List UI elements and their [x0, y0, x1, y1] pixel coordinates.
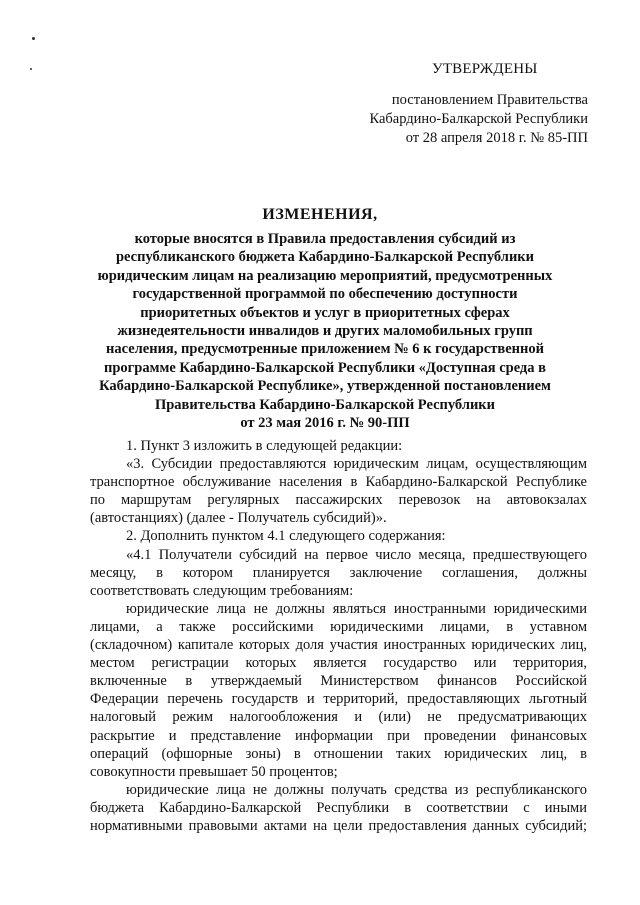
body-line: совокупности превышает 50 процентов;: [90, 763, 338, 780]
body-line: по маршрутам регулярных пассажирских перевозок на автовокзалах: [90, 492, 587, 509]
approval-line: Кабардино-Балкарской Республики: [369, 111, 588, 127]
body-line: 2. Дополнить пунктом 4.1 следующего содержания:: [126, 528, 446, 545]
subtitle-line: Правительства Кабардино-Балкарской Республики: [154, 396, 496, 413]
body-line: раскрытие и представление информации при проведении финансовых: [90, 727, 587, 744]
body-line: «3. Субсидии предоставляются юридическим лицам, осуществляющим: [126, 456, 587, 473]
body-line: налоговый режим налогообложения и (или) не предусматривающих: [90, 709, 587, 726]
body-line: (автостанциях) (далее - Получатель субсидий)».: [90, 510, 387, 527]
subtitle-line: населения, предусмотренные приложением № 6 к государственной: [106, 341, 544, 358]
body-line: юридические лица не должны получать средства из республиканского: [126, 781, 587, 798]
body-line: Федерации перечень государств и территорий, предоставляющих льготный: [90, 691, 587, 708]
approval-title: УТВЕРЖДЕНЫ: [432, 61, 538, 77]
body-line: операций (офшорные зоны) в отношении таких юридических лиц, в: [90, 745, 587, 762]
body-line: «4.1 Получатели субсидий на первое число месяца, предшествующего: [126, 546, 587, 563]
body-line: месяцу, в котором планируется заключение соглашения, должны: [90, 564, 587, 581]
body-line: юридические лица не должны являться иностранными юридическими: [126, 600, 587, 617]
subtitle-line: государственной программой по обеспечению доступности: [132, 286, 518, 303]
body-line: 1. Пункт 3 изложить в следующей редакции:: [126, 438, 403, 454]
subtitle-line: которые вносятся в Правила предоставления субсидий из: [134, 231, 516, 247]
approval-line: от 28 апреля 2018 г. № 85-ПП: [405, 130, 588, 146]
subtitle-line: программе Кабардино-Балкарской Республики «Доступная среда в: [104, 359, 546, 376]
document-body: [90, 437, 587, 835]
subtitle-line: Кабардино-Балкарской Республике», утвержденной постановлением: [99, 378, 551, 395]
body-line: лицами, а также российскими юридическими лицами, в уставном: [90, 618, 587, 635]
approval-line: постановлением Правительства: [391, 92, 588, 108]
body-line: бюджета Кабардино-Балкарской Республики в соответствии с иными: [90, 799, 587, 816]
body-line: включенные в утверждаемый Министерством финансов Российской: [90, 673, 587, 690]
subtitle-line: приоритетных объектов и услуг в приоритетных сферах: [140, 304, 510, 321]
document-title: ИЗМЕНЕНИЯ,: [262, 206, 378, 223]
body-line: нормативными правовыми актами на цели предоставления данных субсидий;: [90, 817, 587, 834]
body-line: местом регистрации которых является государство или территория,: [90, 655, 587, 672]
subtitle-line: республиканского бюджета Кабардино-Балкарской Республики: [115, 249, 535, 266]
subtitle-line: от 23 мая 2016 г. № 90-ПП: [240, 415, 410, 432]
scan-speck: [32, 37, 35, 40]
body-line: (складочном) капитале которых доля участия иностранных юридических лиц,: [90, 637, 587, 654]
scan-speck: [30, 68, 32, 70]
body-line: соответствовать следующим требованиям:: [90, 582, 354, 599]
subtitle-line: жизнедеятельности инвалидов и других маломобильных групп: [117, 323, 533, 340]
body-line: транспортное обслуживание населения в Кабардино-Балкарской Республике: [90, 474, 587, 491]
subtitle-line: юридическим лицам на реализацию мероприятий, предусмотренных: [97, 267, 553, 284]
document-subtitle: [70, 230, 580, 432]
